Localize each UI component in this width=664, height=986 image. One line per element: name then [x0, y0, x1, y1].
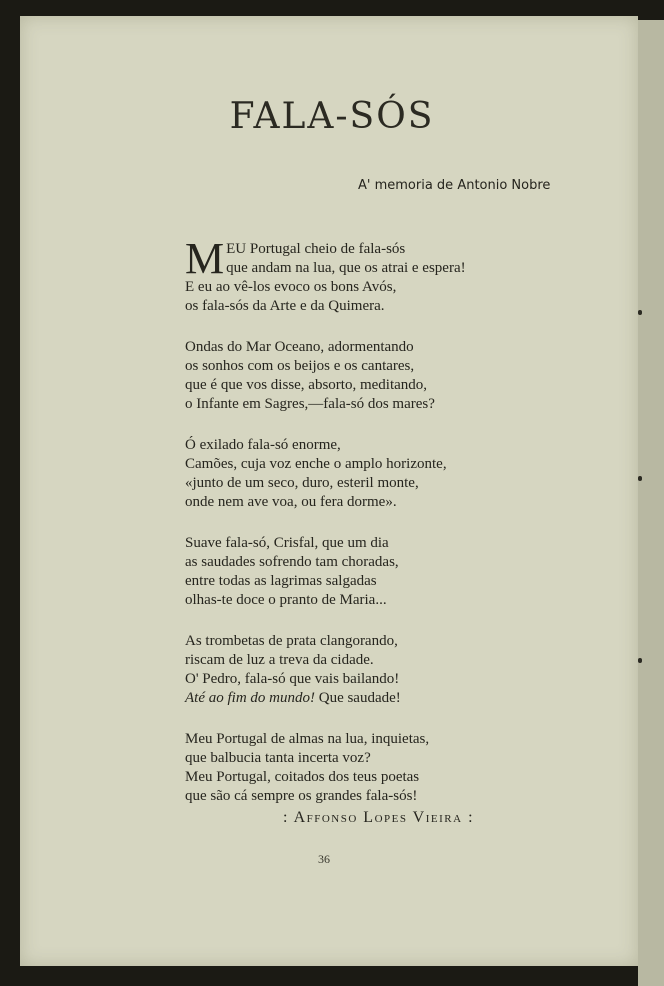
- poem-line: Suave fala-só, Crisfal, que um dia: [185, 535, 389, 551]
- poem-line: os sonhos com os beijos e os cantares,: [185, 358, 415, 374]
- dedication: A' memoria de Antonio Nobre: [358, 178, 551, 193]
- poem-body: [185, 234, 545, 828]
- stanza-4: [185, 534, 545, 610]
- poem-line: as saudades sofrendo tam choradas,: [185, 554, 399, 570]
- poem-line: Meu Portugal de almas na lua, inquietas,: [185, 731, 430, 747]
- poem-line: entre todas as lagrimas salgadas: [185, 573, 377, 589]
- poem-line: que são cá sempre os grandes fala-sós!: [185, 788, 418, 804]
- drop-cap: M: [185, 234, 225, 283]
- poem-line: onde nem ave voa, ou fera dorme».: [185, 494, 397, 510]
- poem-title: FALA-SÓS: [229, 96, 435, 137]
- poem-line: EU Portugal cheio de fala-sós: [226, 241, 406, 257]
- poem-line: Ó exilado fala-só enorme,: [185, 437, 341, 453]
- binding-mark: [638, 658, 642, 663]
- stanza-5: [185, 632, 545, 708]
- poem-line: olhas-te doce o pranto de Maria...: [185, 592, 387, 608]
- poem-line: Meu Portugal, coitados dos teus poetas: [185, 769, 420, 785]
- poem-line: que balbucia tanta incerta voz?: [185, 750, 371, 766]
- stanza-3: [185, 436, 545, 512]
- poem-line: O' Pedro, fala-só que vais bailando!: [185, 671, 400, 687]
- poem-line: E eu ao vê-los evoco os bons Avós,: [185, 279, 397, 295]
- stanza-1: [185, 234, 545, 316]
- poem-line: o Infante em Sagres,—fala-só dos mares?: [185, 396, 435, 412]
- poem-line: riscam de luz a treva da cidade.: [185, 652, 374, 668]
- stanza-6: [185, 730, 545, 806]
- poem-line: Ondas do Mar Oceano, adormentando: [185, 339, 414, 355]
- adjacent-page-edge: [638, 20, 664, 986]
- stanza-2: [185, 338, 545, 414]
- author-signature: : Affonso Lopes Vieira :: [283, 809, 475, 826]
- poem-line: As trombetas de prata clangorando,: [185, 633, 398, 649]
- binding-mark: [638, 476, 642, 481]
- poem-line: que é que vos disse, absorto, meditando,: [185, 377, 428, 393]
- poem-line: os fala-sós da Arte e da Quimera.: [185, 298, 385, 314]
- poem-line: que andam na lua, que os atrai e espera!: [226, 260, 466, 276]
- page-number: 36: [318, 852, 330, 866]
- line-rest: Que saudade!: [318, 690, 401, 706]
- italic-phrase: Até ao fim do mundo!: [185, 690, 315, 706]
- poem-line: Camões, cuja voz enche o amplo horizonte,: [185, 456, 447, 472]
- poem-line: [185, 689, 545, 708]
- poem-line: «junto de um seco, duro, esteril monte,: [185, 475, 419, 491]
- binding-mark: [638, 310, 642, 315]
